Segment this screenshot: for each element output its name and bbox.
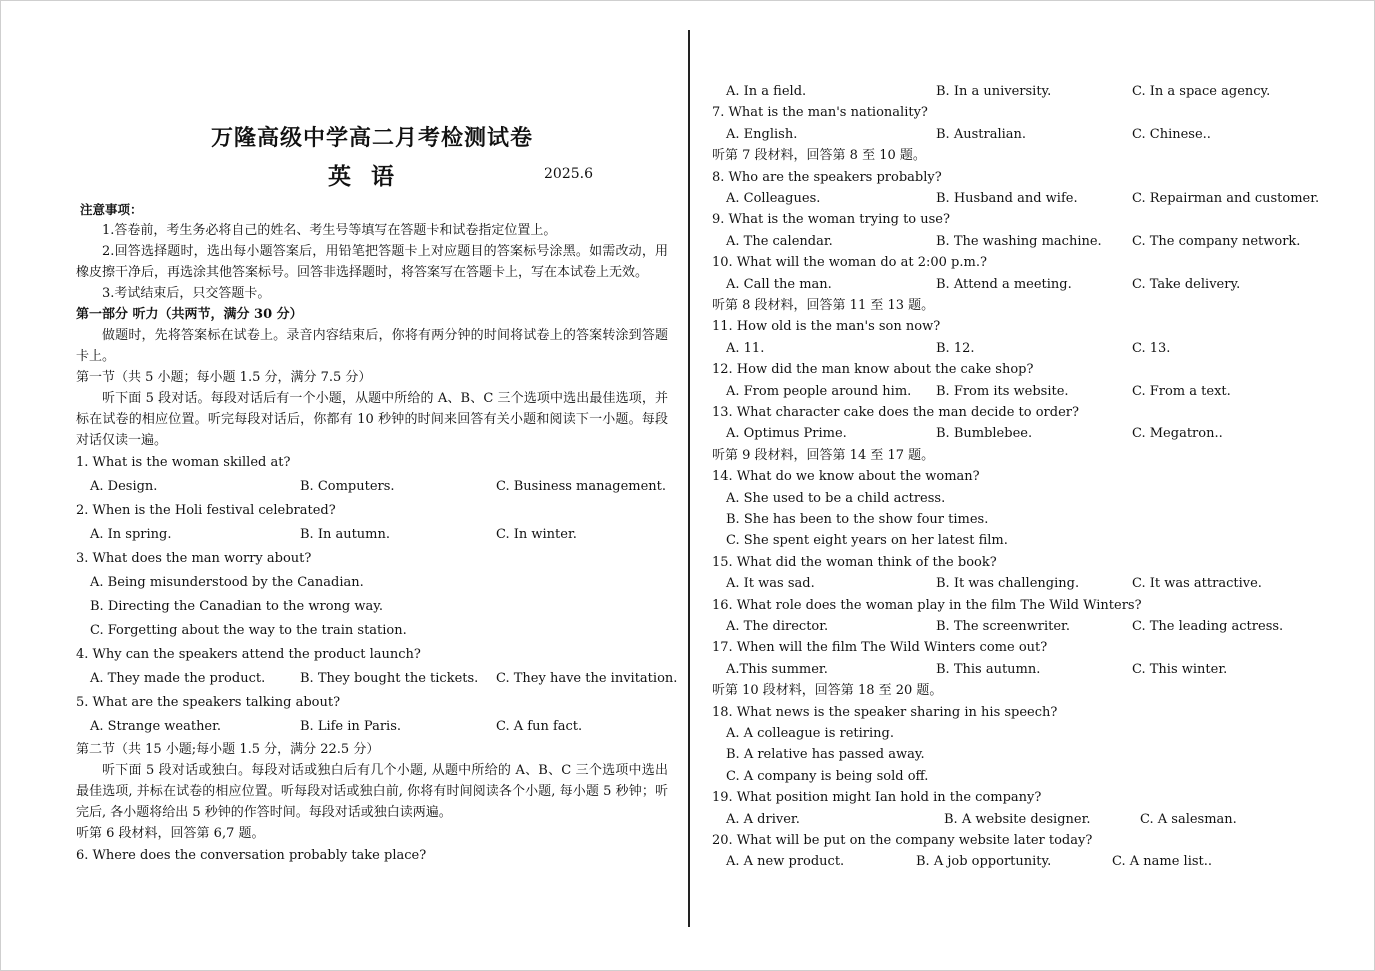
option-a: A. In a field. bbox=[726, 84, 807, 99]
option-b: B. It was challenging. bbox=[936, 576, 1080, 592]
option-c: C. This winter. bbox=[1132, 661, 1228, 677]
question-stem: 20. What will be put on the company website later today? bbox=[712, 833, 1093, 849]
option-b: B. In autumn. bbox=[300, 527, 391, 542]
option-a: A. 11. bbox=[726, 340, 765, 356]
option-c: C. Repairman and customer. bbox=[1132, 191, 1320, 206]
option-a: A. The calendar. bbox=[726, 233, 833, 249]
left-column bbox=[76, 121, 678, 868]
question-stem: 16. What role does the woman play in the film The Wild Winters? bbox=[712, 597, 1142, 613]
question-stem: 19. What position might Ian hold in the company? bbox=[712, 790, 1042, 806]
option-b: B. Computers. bbox=[300, 479, 395, 494]
option-b: B. Directing the Canadian to the wrong way. bbox=[90, 599, 384, 614]
question-stem: 2. When is the Holi festival celebrated? bbox=[76, 503, 336, 518]
option-b: B. She has been to the show four times. bbox=[726, 512, 989, 527]
option-c: C. The company network. bbox=[1132, 233, 1301, 249]
exam-title: 万隆高级中学高二月考检测试卷 bbox=[210, 125, 533, 151]
option-c: C. From a text. bbox=[1132, 383, 1231, 399]
option-c: C. In a space agency. bbox=[1132, 84, 1271, 99]
option-a: A. Design. bbox=[90, 479, 158, 494]
question-stem: 13. What character cake does the man decide to order? bbox=[712, 404, 1079, 420]
option-c: C. Forgetting about the way to the train station. bbox=[90, 623, 407, 638]
material-instruction: 听第 10 段材料，回答第 18 至 20 题。 bbox=[712, 683, 943, 699]
option-c: C. They have the invitation. bbox=[496, 671, 678, 686]
question-stem: 9. What is the woman trying to use? bbox=[712, 212, 950, 228]
material-instruction: 听第 9 段材料，回答第 14 至 17 题。 bbox=[712, 447, 935, 463]
section2-heading: 第二节（共 15 小题;每小题 1.5 分，满分 22.5 分） bbox=[76, 742, 380, 757]
option-b: B. The screenwriter. bbox=[936, 619, 1070, 635]
option-c: C. A salesman. bbox=[1140, 811, 1237, 827]
question-stem: 7. What is the man's nationality? bbox=[712, 105, 928, 121]
question-options bbox=[76, 523, 668, 547]
exam-date: 2025.6 bbox=[544, 166, 593, 182]
question-stem: 3. What does the man worry about? bbox=[76, 551, 312, 566]
option-a: A.This summer. bbox=[726, 661, 828, 677]
option-a: A. Optimus Prime. bbox=[726, 426, 847, 442]
question-options bbox=[712, 423, 1352, 444]
option-b: B. A relative has passed away. bbox=[726, 747, 925, 763]
subject-label: 英 语 bbox=[328, 163, 401, 190]
option-c: C. Take delivery. bbox=[1132, 276, 1241, 292]
question-stem: 1. What is the woman skilled at? bbox=[76, 455, 291, 470]
option-c: C. The leading actress. bbox=[1132, 619, 1284, 635]
option-b: B. In a university. bbox=[936, 84, 1052, 99]
question-options bbox=[712, 274, 1352, 295]
option-a: A. A new product. bbox=[726, 854, 845, 870]
option-b: B. They bought the tickets. bbox=[300, 671, 479, 686]
question-options bbox=[712, 338, 1352, 359]
subject-row bbox=[76, 164, 668, 198]
option-c: C. A fun fact. bbox=[496, 719, 583, 734]
option-b: B. Attend a meeting. bbox=[936, 276, 1072, 292]
question-stem: 18. What news is the speaker sharing in his speech? bbox=[712, 704, 1058, 720]
material-instruction: 听第 7 段材料，回答第 8 至 10 题。 bbox=[712, 148, 926, 164]
question-options bbox=[712, 81, 1352, 102]
question-options bbox=[712, 851, 1352, 872]
material-instruction: 听第 6 段材料，回答第 6,7 题。 bbox=[76, 826, 265, 841]
notice-item: 1.答卷前，考生务必将自己的姓名、考生号等填写在答题卡和试卷指定位置上。 bbox=[102, 223, 557, 238]
option-c: C. In winter. bbox=[496, 527, 577, 542]
question-options bbox=[712, 124, 1352, 145]
option-b: B. 12. bbox=[936, 340, 975, 356]
option-a: A. Colleagues. bbox=[726, 191, 821, 206]
option-c: C. Chinese.. bbox=[1132, 126, 1211, 142]
option-b: B. A website designer. bbox=[944, 811, 1091, 827]
option-c: C. Business management. bbox=[496, 479, 667, 494]
material-instruction: 听第 8 段材料，回答第 11 至 13 题。 bbox=[712, 297, 935, 313]
question-stem: 4. Why can the speakers attend the product launch? bbox=[76, 647, 421, 662]
question-options bbox=[712, 809, 1352, 830]
option-c: C. She spent eight years on her latest film. bbox=[726, 533, 1008, 549]
question-stem: 15. What did the woman think of the book? bbox=[712, 554, 997, 570]
section1-intro: 听下面 5 段对话。每段对话后有一个小题，从题中所给的 A、B、C 三个选项中选出最佳选项，并标在试卷的相应位置。听完每段对话后，你都有 10 秒钟的时间来回答有关小题和阅读下一小题。每段对话仅读一遍。 bbox=[76, 391, 668, 448]
question-stem: 17. When will the film The Wild Winters come out? bbox=[712, 640, 1048, 656]
part1-intro: 做题时，先将答案标在试卷上。录音内容结束后，你将有两分钟的时间将试卷上的答案转涂到答题卡上。 bbox=[76, 328, 668, 364]
notice-item: 3.考试结束后，只交答题卡。 bbox=[102, 286, 271, 301]
option-a: A. In spring. bbox=[90, 527, 172, 542]
question-options bbox=[712, 188, 1352, 209]
option-a: A. A driver. bbox=[726, 811, 800, 827]
option-b: B. Husband and wife. bbox=[936, 191, 1078, 206]
option-b: B. Australian. bbox=[936, 126, 1027, 142]
notice-item: 2.回答选择题时，选出每小题答案后，用铅笔把答题卡上对应题目的答案标号涂黑。如需改动，用橡皮擦干净后，再选涂其他答案标号。回答非选择题时，将答案写在答题卡上，写在本试卷上无效。 bbox=[76, 244, 668, 280]
notice-heading: 注意事项： bbox=[80, 202, 143, 217]
question-options bbox=[712, 231, 1352, 252]
part1-heading: 第一部分 听力（共两节，满分 30 分） bbox=[76, 307, 303, 322]
question-options bbox=[712, 381, 1352, 402]
option-a: A. Being misunderstood by the Canadian. bbox=[90, 575, 364, 590]
option-a: A. They made the product. bbox=[90, 671, 266, 686]
option-a: A. The director. bbox=[726, 619, 829, 635]
option-a: A. English. bbox=[726, 126, 798, 142]
question-options bbox=[76, 475, 668, 499]
right-column bbox=[712, 81, 1352, 873]
option-c: C. Megatron.. bbox=[1132, 426, 1223, 442]
question-stem: 10. What will the woman do at 2:00 p.m.? bbox=[712, 255, 987, 271]
option-c: C. It was attractive. bbox=[1132, 576, 1262, 592]
option-b: B. This autumn. bbox=[936, 661, 1041, 677]
option-a: A. A colleague is retiring. bbox=[726, 726, 895, 742]
option-a: A. Strange weather. bbox=[90, 719, 222, 734]
question-options bbox=[712, 659, 1352, 680]
column-divider bbox=[688, 30, 690, 927]
option-a: A. It was sad. bbox=[726, 576, 815, 592]
option-a: A. She used to be a child actress. bbox=[726, 490, 946, 506]
option-b: B. From its website. bbox=[936, 383, 1069, 399]
question-stem: 14. What do we know about the woman? bbox=[712, 469, 980, 485]
question-stem: 12. How did the man know about the cake shop? bbox=[712, 362, 1034, 378]
option-c: C. 13. bbox=[1132, 340, 1171, 356]
question-options bbox=[712, 616, 1352, 637]
option-b: B. The washing machine. bbox=[936, 233, 1102, 249]
option-a: A. Call the man. bbox=[726, 276, 832, 292]
option-b: B. Bumblebee. bbox=[936, 426, 1033, 442]
question-stem: 11. How old is the man's son now? bbox=[712, 319, 941, 335]
question-options bbox=[76, 715, 668, 739]
question-stem: 6. Where does the conversation probably take place? bbox=[76, 848, 427, 863]
question-options bbox=[712, 573, 1352, 594]
section1-heading: 第一节（共 5 小题；每小题 1.5 分，满分 7.5 分） bbox=[76, 370, 372, 385]
option-c: C. A company is being sold off. bbox=[726, 768, 929, 784]
question-stem: 5. What are the speakers talking about? bbox=[76, 695, 341, 710]
question-options bbox=[76, 667, 678, 691]
section2-intro: 听下面 5 段对话或独白。每段对话或独白后有几个小题, 从题中所给的 A、B、C 三个选项中选出最佳选项, 并标在试卷的相应位置。听每段对话或独白前, 你将有时间阅读各个小题, 每小题 5 秒钟；听完后, 各小题将给出 5 秒钟的作答时间。每段对话或独白读两遍。 bbox=[76, 763, 668, 820]
option-b: B. A job opportunity. bbox=[916, 854, 1052, 870]
option-c: C. A name list.. bbox=[1112, 854, 1213, 870]
question-stem: 8. Who are the speakers probably? bbox=[712, 169, 942, 185]
option-a: A. From people around him. bbox=[726, 383, 912, 399]
option-b: B. Life in Paris. bbox=[300, 719, 401, 734]
